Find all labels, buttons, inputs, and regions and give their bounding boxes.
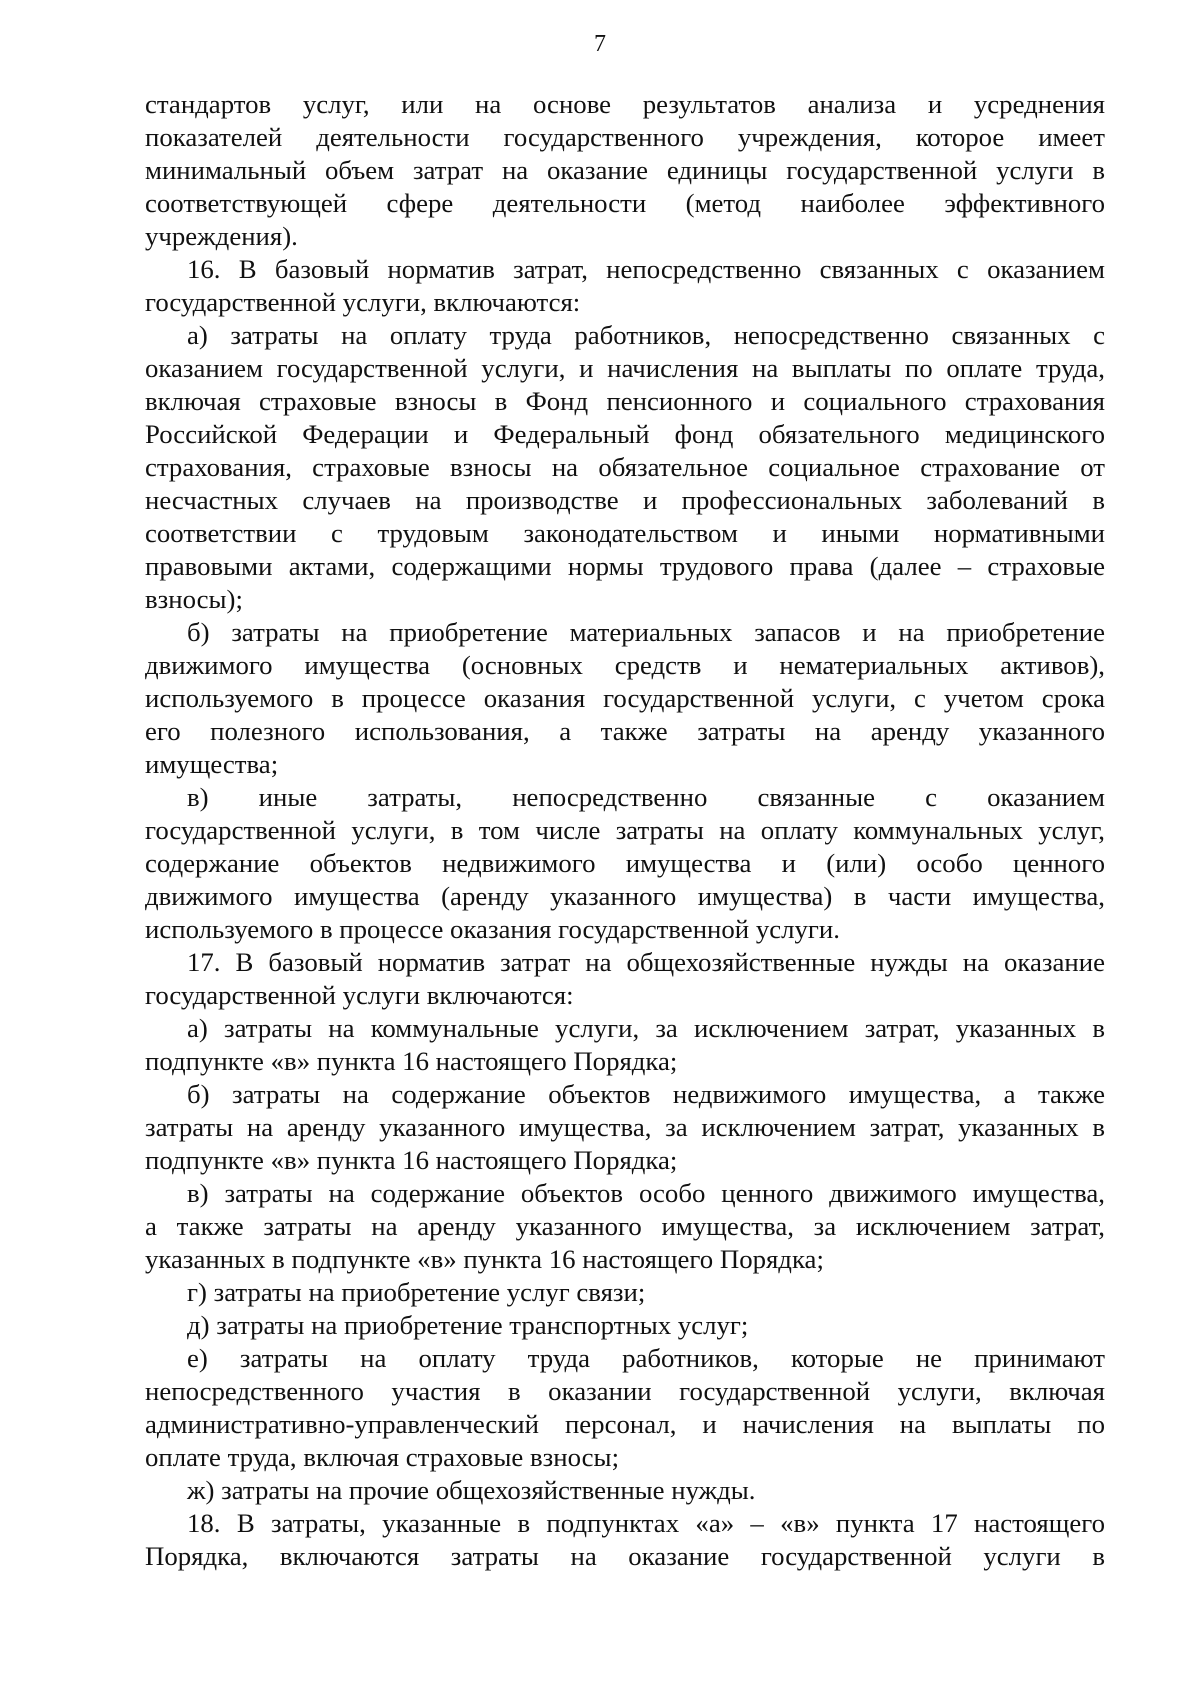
text-line: затраты на аренду указанного имущества, за исключением затрат, указанных в [145,1112,1105,1142]
text-line: в) иные затраты, непосредственно связанные с оказанием [187,782,1105,812]
text-line: в) затраты на содержание объектов особо ценного движимого имущества, [187,1178,1105,1208]
text-line: оказанием государственной услуги, и начисления на выплаты по оплате труда, [145,353,1105,383]
text-line: содержание объектов недвижимого имущества и (или) особо ценного [145,848,1105,878]
paragraph-16-b [145,616,1105,781]
text-line: его полезного использования, а также затраты на аренду указанного [145,716,1105,746]
paragraph-18 [145,1507,1105,1573]
text-line: подпункте «в» пункта 16 настоящего Порядка; [145,1145,678,1175]
text-line: г) затраты на приобретение услуг связи; [187,1277,646,1307]
text-line: д) затраты на приобретение транспортных услуг; [187,1310,749,1340]
text-line: а также затраты на аренду указанного имущества, за исключением затрат, [145,1211,1105,1241]
text-line: стандартов услуг, или на основе результатов анализа и усреднения [145,89,1105,119]
text-line: административно-управленческий персонал, и начисления на выплаты по [145,1409,1105,1439]
text-line: Российской Федерации и Федеральный фонд обязательного медицинского [145,419,1105,449]
text-line: а) затраты на оплату труда работников, непосредственно связанных с [187,320,1105,350]
text-line: страхования, страховые взносы на обязательное социальное страхование от [145,452,1105,482]
paragraph-continuation [145,88,1105,253]
text-line: а) затраты на коммунальные услуги, за исключением затрат, указанных в [187,1013,1105,1043]
paragraph-17-e [145,1342,1105,1474]
paragraph-17-v [145,1177,1105,1276]
text-line: 17. В базовый норматив затрат на общехозяйственные нужды на оказание [187,947,1105,977]
text-line: учреждения). [145,221,298,251]
document-body [145,88,1105,1573]
text-line: Порядка, включаются затраты на оказание государственной услуги в [145,1541,1105,1571]
text-line: 16. В базовый норматив затрат, непосредственно связанных с оказанием [187,254,1105,284]
paragraph-17-b [145,1078,1105,1177]
paragraph-17-zh [145,1474,1105,1507]
text-line: б) затраты на приобретение материальных запасов и на приобретение [187,617,1105,647]
paragraph-17-d [145,1309,1105,1342]
text-line: соответствии с трудовым законодательством и иными нормативными [145,518,1105,548]
text-line: 18. В затраты, указанные в подпунктах «а» – «в» пункта 17 настоящего [187,1508,1105,1538]
paragraph-17 [145,946,1105,1012]
text-line: ж) затраты на прочие общехозяйственные нужды. [187,1475,756,1505]
paragraph-17-a [145,1012,1105,1078]
text-line: государственной услуги включаются: [145,980,574,1010]
text-line: оплате труда, включая страховые взносы; [145,1442,620,1472]
text-line: правовыми актами, содержащими нормы трудового права (далее – страховые [145,551,1105,581]
text-line: государственной услуги, в том числе затраты на оплату коммунальных услуг, [145,815,1105,845]
paragraph-16-v [145,781,1105,946]
text-line: движимого имущества (основных средств и нематериальных активов), [145,650,1105,680]
text-line: указанных в подпункте «в» пункта 16 настоящего Порядка; [145,1244,824,1274]
text-line: движимого имущества (аренду указанного имущества) в части имущества, [145,881,1105,911]
text-line: соответствующей сфере деятельности (метод наиболее эффективного [145,188,1105,218]
text-line: используемого в процессе оказания государственной услуги, с учетом срока [145,683,1105,713]
text-line: непосредственного участия в оказании государственной услуги, включая [145,1376,1105,1406]
text-line: минимальный объем затрат на оказание единицы государственной услуги в [145,155,1105,185]
text-line: взносы); [145,584,243,614]
text-line: несчастных случаев на производстве и профессиональных заболеваний в [145,485,1105,515]
paragraph-17-g [145,1276,1105,1309]
paragraph-16 [145,253,1105,319]
paragraph-16-a [145,319,1105,616]
text-line: государственной услуги, включаются: [145,287,581,317]
text-line: подпункте «в» пункта 16 настоящего Порядка; [145,1046,678,1076]
text-line: е) затраты на оплату труда работников, которые не принимают [187,1343,1105,1373]
text-line: имущества; [145,749,279,779]
text-line: б) затраты на содержание объектов недвижимого имущества, а также [187,1079,1105,1109]
text-line: включая страховые взносы в Фонд пенсионного и социального страхования [145,386,1105,416]
page-number: 7 [594,31,606,57]
text-line: используемого в процессе оказания государственной услуги. [145,914,840,944]
text-line: показателей деятельности государственного учреждения, которое имеет [145,122,1105,152]
